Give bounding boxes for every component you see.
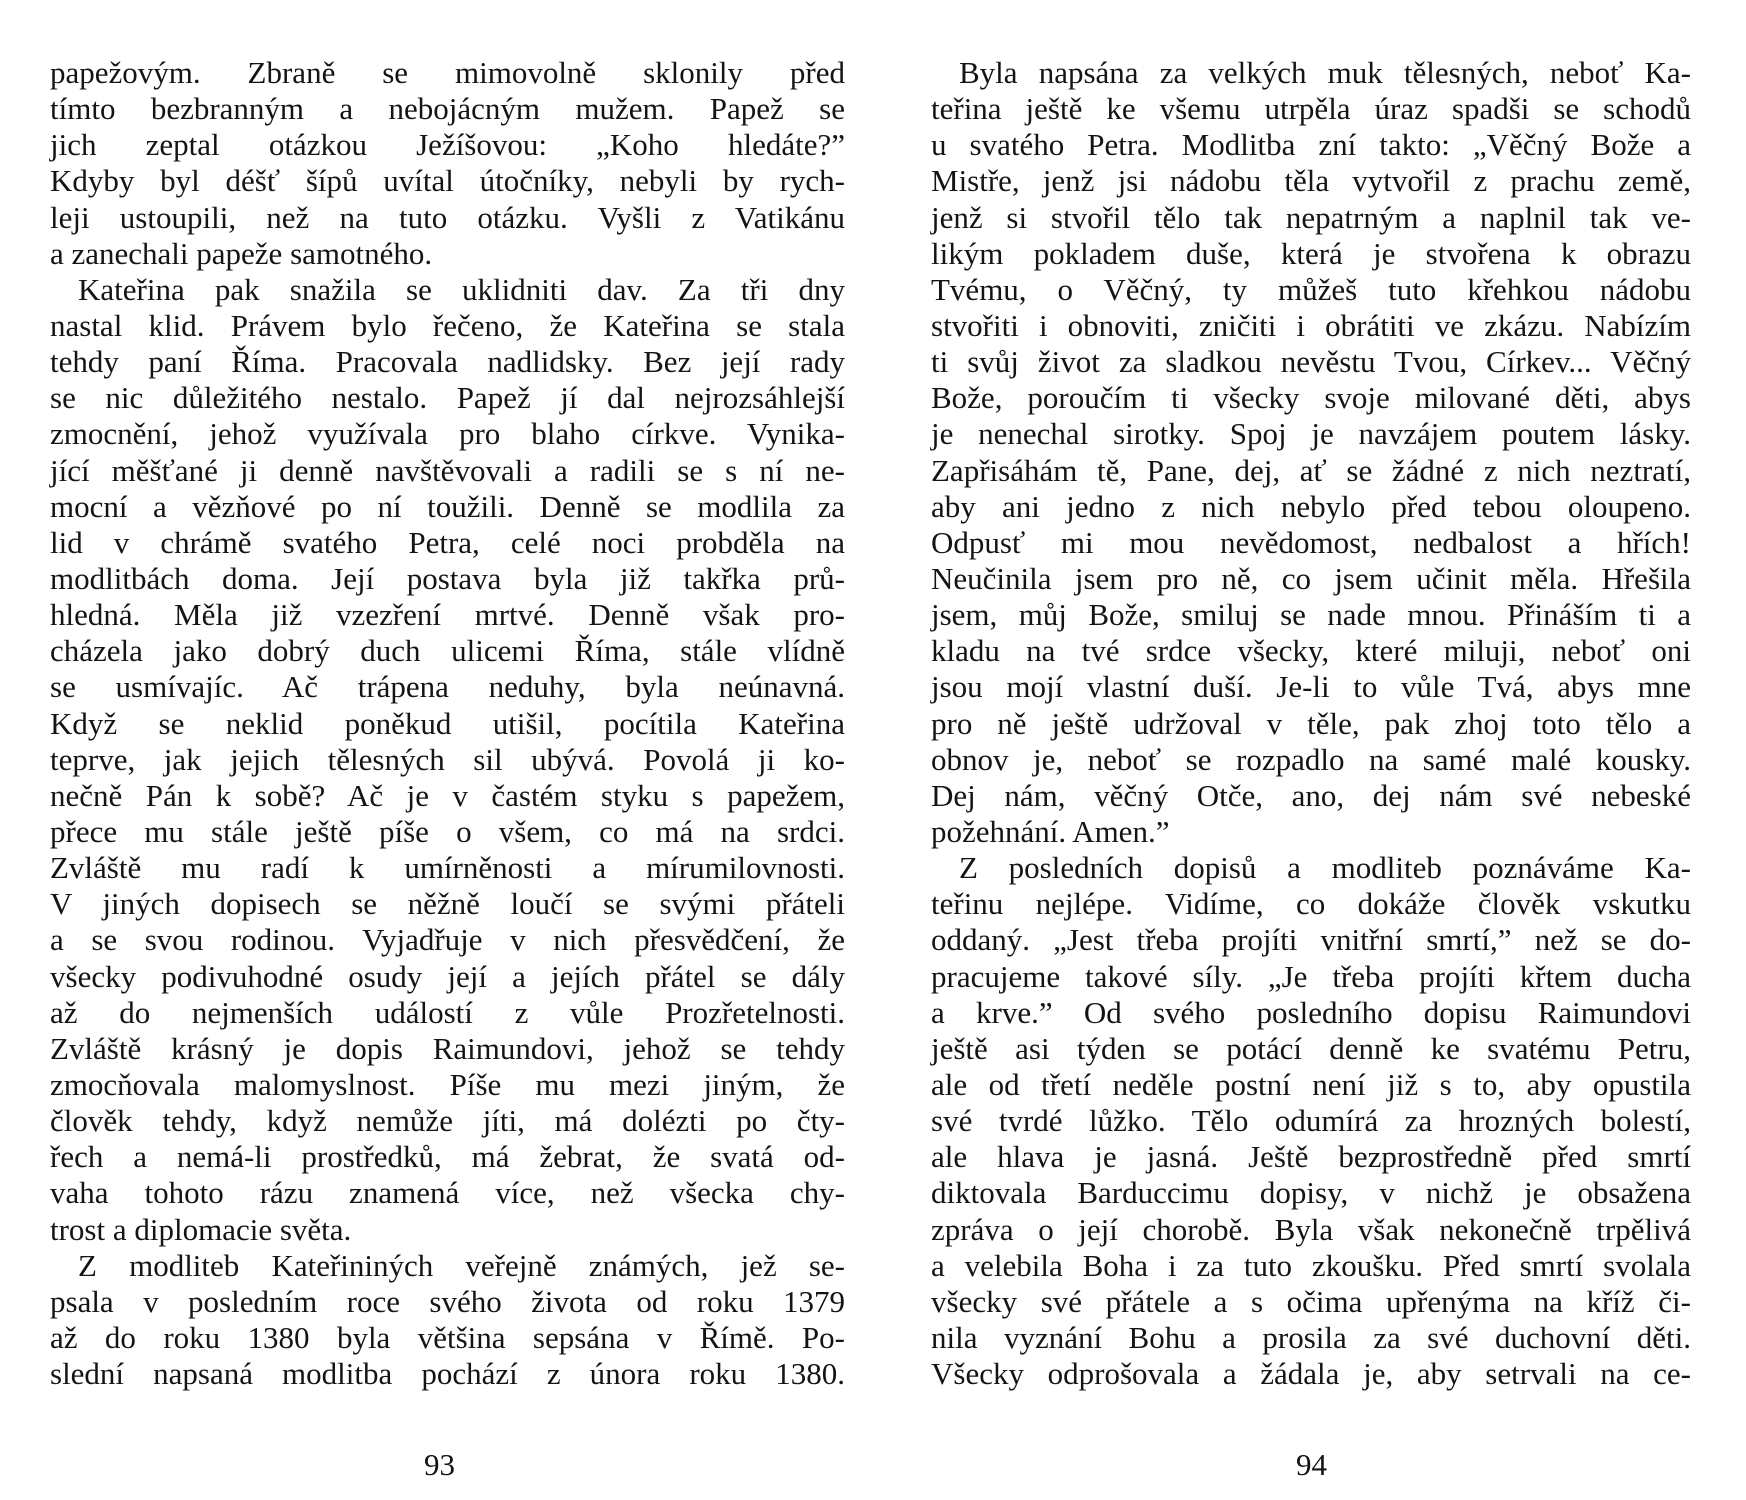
text-line: Kdyby byl déšť šípů uvítal útočníky, nebyli by rych- xyxy=(50,163,845,199)
text-line: nila vyznání Bohu a prosila za své duchovní děti. xyxy=(931,1319,1691,1355)
text-line: až do roku 1380 byla většina sepsána v Římě. Po- xyxy=(50,1319,845,1355)
text-line: leji ustoupili, než na tuto otázku. Vyšli z Vatikánu xyxy=(50,199,845,235)
text-line: se nic důležitého nestalo. Papež jí dal nejrozsáhlejší xyxy=(50,380,845,416)
right-page xyxy=(931,55,1691,1392)
text-line: trost a diplomacie světa. xyxy=(50,1211,352,1247)
text-line: diktovala Barduccimu dopisy, v nichž je obsažena xyxy=(931,1175,1691,1211)
text-line: Zapřisáhám tě, Pane, dej, ať se žádné z nich neztratí, xyxy=(931,452,1691,488)
text-line: obnov je, neboť se rozpadlo na samé malé kousky. xyxy=(931,741,1691,777)
text-line: Bože, poroučím ti všecky svoje milované děti, abys xyxy=(931,380,1691,416)
text-line: V jiných dopisech se něžně loučí se svými přáteli xyxy=(50,886,845,922)
text-line: člověk tehdy, když nemůže jíti, má dolézti po čty- xyxy=(50,1103,845,1139)
text-line: Byla napsána za velkých muk tělesných, neboť Ka- xyxy=(959,55,1691,90)
text-line: stvořiti i obnoviti, zničiti i obrátiti ve zkázu. Nabízím xyxy=(931,307,1691,343)
text-line: Dej nám, věčný Otče, ano, dej nám své nebeské xyxy=(931,777,1691,813)
left-page-number: 93 xyxy=(424,1447,455,1482)
text-line: a zanechali papeže samotného. xyxy=(50,235,433,271)
text-line: pro ně ještě udržoval v těle, pak zhoj toto tělo a xyxy=(931,705,1691,741)
text-line: slední napsaná modlitba pochází z února roku 1380. xyxy=(50,1356,845,1392)
text-line: jenž si stvořil tělo tak nepatrným a naplnil tak ve- xyxy=(931,199,1691,235)
text-line: všecky své přátele a s očima upřenýma na kříž či- xyxy=(931,1283,1691,1319)
text-line: psala v posledním roce svého života od roku 1379 xyxy=(50,1283,845,1319)
text-line: Zvláště krásný je dopis Raimundovi, jehož se tehdy xyxy=(50,1030,845,1066)
text-line: požehnání. Amen.” xyxy=(931,813,1170,849)
text-line: Zvláště mu radí k umírněnosti a mírumilovnosti. xyxy=(50,850,845,886)
text-line: ale hlava je jasná. Ještě bezprostředně před smrtí xyxy=(931,1139,1691,1175)
text-line: Z posledních dopisů a modliteb poznáváme Ka- xyxy=(959,850,1691,886)
text-line: jící měšťané ji denně navštěvovali a radili se s ní ne- xyxy=(50,452,845,488)
right-page-text xyxy=(931,55,1691,1392)
text-line: zmocnění, jehož využívala pro blaho církve. Vynika- xyxy=(50,416,845,452)
text-line: vaha tohoto rázu znamená více, než všecka chy- xyxy=(50,1175,845,1211)
text-line: je nenechal sirotky. Spoj je navzájem poutem lásky. xyxy=(931,416,1691,452)
right-page-number: 94 xyxy=(1296,1447,1327,1482)
text-line: hledná. Měla již vzezření mrtvé. Denně však pro- xyxy=(50,597,845,633)
text-line: zmocňovala malomyslnost. Píše mu mezi jiným, že xyxy=(50,1066,845,1102)
text-line: přece mu stále ještě píše o všem, co má na srdci. xyxy=(50,813,845,849)
text-line: pracujeme takové síly. „Je třeba projíti křtem ducha xyxy=(931,958,1691,994)
text-line: modlitbách doma. Její postava byla již takřka prů- xyxy=(50,560,845,596)
text-line: teřinu nejlépe. Vidíme, co dokáže člověk vskutku xyxy=(931,886,1691,922)
text-line: Z modlitеb Kateřininých veřejně známých, jež se- xyxy=(78,1247,845,1283)
text-line: jsou mojí vlastní duší. Je-li to vůle Tvá, abys mne xyxy=(931,669,1691,705)
text-line: papežovým. Zbraně se mimovolně sklonily před xyxy=(50,55,845,90)
text-line: kladu na tvé srdce všecky, které miluji, neboť oni xyxy=(931,633,1691,669)
text-line: teprve, jak jejich tělesných sil ubývá. Povolá ji ko- xyxy=(50,741,845,777)
text-line: nastal klid. Právem bylo řečeno, že Kateřina se stala xyxy=(50,307,845,343)
text-line: všecky podivuhodné osudy její a jejích přátel se dály xyxy=(50,958,845,994)
left-page-text xyxy=(50,55,845,1392)
left-page xyxy=(50,55,845,1392)
text-line: Když se neklid poněkud utišil, pocítila Kateřina xyxy=(50,705,845,741)
text-line: teřina ještě ke všemu utrpěla úraz spadši se schodů xyxy=(931,91,1691,127)
text-line: jich zeptal otázkou Ježíšovou: „Koho hledáte?” xyxy=(50,127,845,163)
text-line: Tvému, o Věčný, ty můžeš tuto křehkou nádobu xyxy=(931,271,1691,307)
text-line: ale od třetí neděle postní není již s to, aby opustila xyxy=(931,1066,1691,1102)
text-line: ještě asi týden se potácí denně ke svatému Petru, xyxy=(931,1030,1691,1066)
text-line: nečně Pán k sobě? Ač je v častém styku s papežem, xyxy=(50,777,845,813)
text-line: Kateřina pak snažila se uklidniti dav. Za tři dny xyxy=(78,271,845,307)
text-line: Všecky odprošovala a žádala je, aby setrvali na ce- xyxy=(931,1356,1691,1392)
text-line: lid v chrámě svatého Petra, celé noci probděla na xyxy=(50,524,845,560)
text-line: oddaný. „Jest třeba projíti vnitřní smrtí,” než se do- xyxy=(931,922,1691,958)
text-line: a velebila Boha i za tuto zkoušku. Před smrtí svolala xyxy=(931,1247,1691,1283)
text-line: ti svůj život za sladkou nevěstu Tvou, Církev... Věčný xyxy=(931,344,1691,380)
text-line: až do nejmenších událostí z vůle Prozřetelnosti. xyxy=(50,994,845,1030)
text-line: tímto bezbranným a nebojácným mužem. Papež se xyxy=(50,91,845,127)
text-line: se usmívajíc. Ač trápena neduhy, byla neúnavná. xyxy=(50,669,845,705)
text-line: tehdy paní Říma. Pracovala nadlidsky. Bez její rady xyxy=(50,344,845,380)
text-line: a krve.” Od svého posledního dopisu Raimundovi xyxy=(931,994,1691,1030)
text-line: Neučinila jsem pro ně, co jsem učinit měla. Hřešila xyxy=(931,560,1691,596)
text-line: jsem, můj Bože, smiluj se nade mnou. Přináším ti a xyxy=(931,597,1691,633)
text-line: cházela jako dobrý duch ulicemi Říma, stále vlídně xyxy=(50,633,845,669)
text-line: aby ani jedno z nich nebylo před tebou oloupeno. xyxy=(931,488,1691,524)
text-line: u svatého Petra. Modlitba zní takto: „Věčný Bože a xyxy=(931,127,1691,163)
text-line: a se svou rodinou. Vyjadřuje v nich přesvědčení, že xyxy=(50,922,845,958)
text-line: likým pokladem duše, která je stvořena k obrazu xyxy=(931,235,1691,271)
text-line: Mistře, jenž jsi nádobu těla vytvořil z prachu země, xyxy=(931,163,1691,199)
text-line: řech a nemá-li prostředků, má žebrat, že svatá od- xyxy=(50,1139,845,1175)
text-line: zpráva o její chorobě. Byla však nekonečně trpělivá xyxy=(931,1211,1691,1247)
text-line: své tvrdé lůžko. Tělo odumírá za hrozných bolestí, xyxy=(931,1103,1691,1139)
text-line: mocní a vězňové po ní toužili. Denně se modlila za xyxy=(50,488,845,524)
text-line: Odpusť mi mou nevědomost, nedbalost a hřích! xyxy=(931,524,1691,560)
